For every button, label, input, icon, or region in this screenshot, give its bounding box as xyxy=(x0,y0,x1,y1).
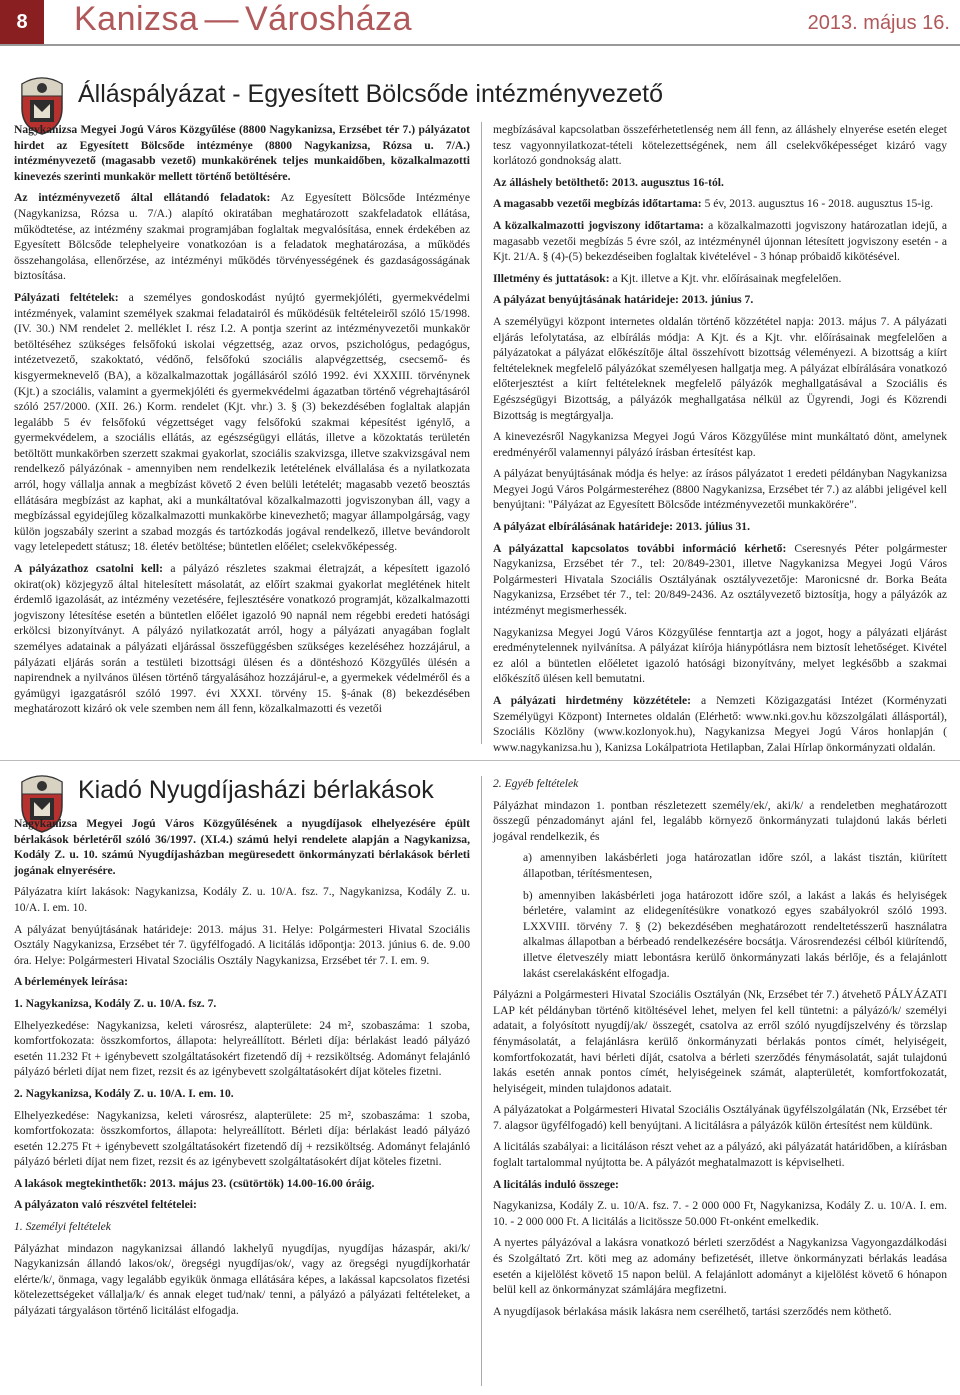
paragraph xyxy=(14,974,470,990)
paragraph xyxy=(493,1102,947,1133)
paragraph-text: a közalkalmazotti jogviszony határozatlan idejű, a magasabb vezetői megbízás 5 évre szól, az intézménynél újonnan létesített jogviszony esetén - a Kjt. 21/A. § (4)-(5) bekezdéseiben foglaltak kivételével - 3 hónap próbaidő kikötésével. xyxy=(493,218,947,264)
paragraph-text: b) amennyiben lakásbérleti joga határozott időre szól, a lakást a lakás és helyiségek bérletére, valamint az elidegenítésükre vonatkozó egyes szabályokról szóló 1993. LXXVIII. törvény 7. § (2) bekezdésében meghatározott rendeltetésszerű használatra alkalmas állapotban a bérbeadó rendelkezésére bocsátja. Városrendezési célból kiürítendő, illetve életveszély miatt lebontásra kerülő önkormányzati lakás bérlője, és a felajánlott lakást cserelakásként elfogadja. xyxy=(523,888,947,980)
bold-lead: A közalkalmazotti jogviszony időtartama: xyxy=(493,218,704,232)
paragraph xyxy=(493,987,947,1096)
bold-lead: A bérlemények leírása: xyxy=(14,975,128,989)
paragraph-text: A pályázat benyújtásának határideje: 2013. május 31. Helye: Polgármesteri Hivatal Szociális Osztály Nagykanizsa, Erzsébet tér 7. ügyfélfogadó. A licitálás időpontja: 2013. június 6. de. 9.00 óra. Helye: Polgármesteri Hivatal Szociális Osztály Nagykanizsa, Erzsébet tér 7. I. em. 9. xyxy=(14,922,470,967)
paragraph-text: Elhelyezkedése: Nagykanizsa, keleti városrész, alapterülete: 24 m², szobaszáma: 1 szoba, komfortfokozata: összkomfortos, állapota: helyreállított. Bérleti díja: bérlakást leadó pályázó esetén 11.232 Ft + igénybevett szolgáltatásokért fizetendő díj + rezsiköltség. Adományt felajánló pályázó bérleti díjat nem fizet, rezsit és az igénybevett szolgáltatásokért díjat köteles fizetni. xyxy=(14,1018,470,1079)
paragraph xyxy=(14,1241,470,1319)
masthead-brand: Kanizsa xyxy=(74,0,199,38)
paragraph xyxy=(493,625,947,687)
paragraph xyxy=(493,850,947,881)
bold-lead: A pályázati hirdetmény közzététele: xyxy=(493,694,692,707)
bold-lead: A pályázat elbírálásának határideje: 2013. július 31. xyxy=(493,520,751,534)
article1-right-column xyxy=(493,122,947,761)
issue-date: 2013. május 16. xyxy=(807,12,950,34)
paragraph xyxy=(14,922,470,969)
paragraph xyxy=(14,561,470,717)
bold-lead: Illetmény és juttatások: xyxy=(493,271,610,285)
paragraph xyxy=(493,1139,947,1170)
bold-lead: A pályázaton való részvétel feltételei: xyxy=(14,1198,197,1212)
paragraph xyxy=(493,1304,947,1320)
paragraph xyxy=(14,290,470,555)
article2-left-column xyxy=(14,816,470,1325)
paragraph xyxy=(14,1197,470,1213)
paragraph-text: Nagykanizsa, Kodály Z. u. 10/A. fsz. 7. - 2 000 000 Ft, Nagykanizsa, Kodály Z. u. 10/A. I. em. 10. - 2 000 000 Ft. A licitálás a licitössze 50.000 Ft-onként emelkedik. xyxy=(493,1199,947,1228)
paragraph xyxy=(493,292,947,308)
paragraph xyxy=(14,884,470,915)
paragraph xyxy=(14,1086,470,1102)
paragraph-text: a Nemzeti Közigazgatási Intézet (Korményzati Személyügyi Központ) Internetes oldalán (Elérhető: www.nki.gov.hu közszolgálati állásportál), Szociális Közlöny (www.kozlonyok.hu), Nagykanizsa Megyei Jogú Város honlapján ( www.nagykanizsa.hu ), Kanizsa Lokálpatriota Hetilapban, Zalai Hírlap önkormányzati oldalán. xyxy=(493,694,947,754)
paragraph-text: Nagykanizsa Megyei Jogú Város Közgyűlése fenntartja azt a jogot, hogy a pályázati eljárást eredménytelennek nyilvánítsa. A pályázat kiírója hiánypótlásra nem biztosít lehetőséget. Kivétel ez alól a büntetlen előéletet igazoló hatósági bizonyítvány, melyet legkésőbb a szakmai előkészítő ülésen kell bemutatni. xyxy=(493,625,947,686)
paragraph xyxy=(493,888,947,982)
paragraph-text: Az Egyesített Bölcsőde Intézménye (Nagykanizsa, Rózsa u. 7/A.) alapító okiratában meghatározott szakfeladatok ellátása, működtetése, az intézmény szakmai programjában foglaltak megvalósítása, ennek érdekében az Egyesített Bölcsőde telephelyeire vonatkozóan is a feladatok meghatározása, a működés összehangolása, ellenőrzése, az intézményi működés törvényességének és gazdaságosságának biztosítása. xyxy=(14,191,470,283)
paragraph-text: A nyertes pályázóval a lakásra vonatkozó bérleti szerződést a Nagykanizsa Vagyongazdálkodási és Szolgáltató Zrt. köti meg az adomány befizetését, illetve önkormányzati bérlakás leadása esetén a kijelölést követő 15 napon belül. A felajánlott adományt a kijelölést követő 6 hónapon belül kell az önkormányzat számlájára megfizetni. xyxy=(493,1236,947,1297)
paragraph xyxy=(493,271,947,287)
paragraph-text: A kinevezésről Nagykanizsa Megyei Jogú Város Közgyűlése mint munkáltató dönt, amelynek eredményéről valamennyi pályázó írásban értesítést kap. xyxy=(493,430,947,459)
paragraph xyxy=(14,816,470,878)
paragraph xyxy=(493,218,947,265)
paragraph-text: Elhelyezkedése: Nagykanizsa, keleti városrész, alapterülete: 25 m², szobaszáma: 1 szoba, komfortfokozata: összkomfortos, állapota: helyreállított. Bérleti díja: bérlakást leadó pályázó esetén 12.275 Ft + igénybevett szolgáltatásokért fizetendő díj + rezsiköltség. Adományt felajánló pályázó bérleti díjat nem fizet, rezsit és az igénybevett szolgáltatásokért díjat köteles fizetni. xyxy=(14,1108,470,1169)
bold-lead: Pályázati feltételek: xyxy=(14,290,119,304)
subheading: 2. Egyéb feltételek xyxy=(493,777,579,790)
paragraph-text: megbízásával kapcsolatban összeférhetetlenség nem áll fenn, az álláshely elnyerése esetén eleget tesz vagyonnyilatkozat-tételi kötelezettségének, nem áll cselekvőképességet kizáró vagy korlátozó gondnokság alatt. xyxy=(493,123,947,168)
article1-title: Álláspályázat - Egyesített Bölcsőde intézményvezető xyxy=(78,80,664,108)
paragraph xyxy=(493,175,947,191)
paragraph-text: A személyügyi központ internetes oldalán történő közzététel napja: 2013. május 7. A pályázati eljárás lefolytatása, az elbírálás módja: A Kjt. és a Kjt. vhr. előírásainak megfelelően a pályázatokat a pályázat előkészítője által összehívott bizottság véleményezi. A bizottság a kiírt feltételeknek megfelelő pályázókat személyesen hallgatja meg. A pályázat elbírálására vonatkozó előterjesztést a kiírt feltételeknek megfelelő pályázók meghallgatásával a Szociális és Egészségügyi Bizottság, a pályázók meghallgatása nélkül az Ügyrendi, Jogi és Közrendi Bizottság is megtárgyalja. xyxy=(493,314,947,422)
paragraph-text: Pályázhat mindazon nagykanizsai állandó lakhelyű nyugdíjas, nyugdíjas házaspár, aki/k/ Nagykanizsán állandó lakos/ok/, öregségi nyugdíjas/ok/, vagy az öregségi nyugdíjkorhatár elérte/k/, önmaga, vagy legalább egyikük önmaga ellátására képes, a lakással kapcsolatos fizetési kötelezettségeket vállalja/k/ és annak eleget tud/nak/ tenni, a pályázó a pályázati feltételeket, a pályázati tárgyaláson történő licitálást elfogadja. xyxy=(14,1241,470,1318)
paragraph-text: A nyugdíjasok bérlakása másik lakásra nem cserélhető, tartási szerződés nem köthető. xyxy=(493,1304,892,1318)
paragraph-text: a Kjt. illetve a Kjt. vhr. előírásainak megfelelően. xyxy=(609,271,842,285)
paragraph xyxy=(14,1219,470,1235)
paragraph-text: Pályázatra kiírt lakások: Nagykanizsa, Kodály Z. u. 10/A. fsz. 7., Nagykanizsa, Kodály Z. u. 10/A. I. em. 10. xyxy=(14,885,470,914)
paragraph xyxy=(493,519,947,535)
bold-lead: 1. Nagykanizsa, Kodály Z. u. 10/A. fsz. 7. xyxy=(14,996,217,1010)
paragraph xyxy=(493,1177,947,1193)
masthead-separator: — xyxy=(204,0,239,38)
paragraph xyxy=(493,196,947,212)
section-divider xyxy=(0,760,960,761)
bold-lead: 2. Nagykanizsa, Kodály Z. u. 10/A. I. em. 10. xyxy=(14,1086,234,1100)
paragraph xyxy=(14,1176,470,1192)
paragraph xyxy=(493,466,947,513)
paragraph xyxy=(493,541,947,619)
bold-lead: A pályázat benyújtásának határideje: 2013. június 7. xyxy=(493,293,754,307)
masthead-section: Városháza xyxy=(244,0,413,38)
paragraph-text: a személyes gondoskodást nyújtó gyermekjóléti, gyermekvédelmi intézmények, valamint személyek szakmai feladatairól és működésük feltételeiről szóló 15/1998. (IV. 30.) NM rendelet 2. melléklet I. rész I.2. A pontja szerint az intézményvezetői munkakör betöltéséhez szükséges felsőfokú iskolai végzettség, azaz orvos, pszichológus, pedagógus, intézetvezető, szakoktató, védőnő, felsőfokú szociális alapvégzettség, csecsemő- és kisgyermeknevelő (BA), a közalkalmazottak jogállásáról szóló 1992. évi XXXIII. törvénynek (Kjt.) a szociális, valamint a gyermekjóléti és gyermekvédelmi ágazatban történő végrehajtásáról szóló 257/2000. (XII. 26.) Korm. rendelet (Kjt. vhr.) 3. § (3) bekezdésében foglaltak alapján legalább 5 év felsőfokú végzettséget vagy felsőfokú szakmai képesítést igénylő, a gyermekvédelem, a szociális ellátás, az egészségügyi ellátás, illetve a közoktatás területén betöltött munkakörben szerzett szakmai gyakorlat, szociális szakvizsga, illetve szakvizsgával nem rendelkező pályázónak - amennyiben nem rendelkezik letételének elvállalása és a nyilatkozata arról, hogy vállalja annak a megbízást követő 2 éven belüli letételét; magasabb vezető beosztás ellátására megbízást az kaphat, aki a munkáltatóval közalkalmazotti jogviszonyban áll, vagy a megbízással egyidejűleg közalkalmazotti munkakörbe kinevezhető; magyar állampolgárság, vagy külön jogszabály szerint a szabad mozgás és tartózkodás jogával rendelkező, illetve bevándorolt vagy letelepedett státusz; 18. életév betöltése; büntetlen előélet; cselekvőképesség. xyxy=(14,290,470,554)
article2-title: Kiadó Nyugdíjasházi bérlakások xyxy=(78,776,434,804)
header-rule xyxy=(0,44,960,46)
paragraph xyxy=(493,1235,947,1297)
paragraph xyxy=(493,314,947,423)
bold-lead: A licitálás induló összege: xyxy=(493,1177,619,1191)
paragraph xyxy=(493,776,947,792)
column-divider xyxy=(481,122,482,744)
paragraph xyxy=(493,798,947,845)
bold-lead: Nagykanizsa Megyei Jogú Város Közgyűlésének a nyugdíjasok elhelyezésére épült bérlakások bérletéről szóló 36/1997. (XI.4.) számú helyi rendelete alapján a Nagykanizsa, Kodály Z. u. 10. számú Nyugdíjasházban megüresedett önkormányzati bérlakások bérleti jogának elnyerésére. xyxy=(14,817,470,877)
article2-right-column xyxy=(493,776,947,1325)
bold-lead: Az álláshely betölthető: 2013. augusztus 16-tól. xyxy=(493,175,724,189)
paragraph xyxy=(493,429,947,460)
paragraph xyxy=(14,1018,470,1080)
paragraph-text: A pályázat benyújtásának módja és helye: az írásos pályázatot 1 eredeti példányban Nagykanizsa Megyei Jogú Város Polgármesteréhez (8800 Nagykanizsa, Erzsébet tér 7.) az alábbi jeligével kell benyújtani: "Pályázat az Egyesített Bölcsőde intézményvezetői munkakörére". xyxy=(493,467,947,512)
paragraph-text: 5 év, 2013. augusztus 16 - 2018. augusztus 15-ig. xyxy=(701,197,934,211)
paragraph xyxy=(493,1198,947,1229)
paragraph xyxy=(14,122,470,184)
paragraph xyxy=(14,190,470,284)
bold-lead: Az intézményvezető által ellátandó feladatok: xyxy=(14,191,271,205)
bold-lead: A magasabb vezetői megbízás időtartama: xyxy=(493,197,702,211)
masthead xyxy=(74,0,412,39)
paragraph-text: Pályázni a Polgármesteri Hivatal Szociális Osztályán (Nk, Erzsébet tér 7.) átvehető PÁLYÁZATI LAP két példányban történő kitöltésével lehet, melyen fel kell tüntetni: a pályázó/k/ személyi adatait, a folyósított nyugdíj/ak/ összegét, csatolva az erről szóló nyugdíjszelvény és törzslap fénymásolatát, a felajánlásra kerülő önkormányzati bérlakás pontos címét, helyiségeit, komfortfokozatát, havi bérleti díját, csatolva a bérleti szerződés fénymásolatát, saját tulajdonú lakás esetén annak pontos címét, helyiségeinek számát, alapterületét, komfortfokozatát, helyiségeit, minden tulajdonos adatait. xyxy=(493,988,947,1095)
paragraph-text: Cseresnyés Péter polgármester Nagykanizsa, Erzsébet tér 7., tel: 20/849-2301, illetve Nagykanizsa Megyei Jogú Város Polgármesteri Hivatala Szociális Osztályának osztályvezetője: Maronicsné dr. Borka Beáta Nagykanizsa, Erzsébet tér 7., tel: 20/849-2436. Az osztályvezető biztosítja, hogy a pályázók az intézményt megismerhessék. xyxy=(493,541,947,618)
paragraph-text: Pályázhat mindazon 1. pontban részletezett személy/ek/, aki/k/ a rendeletben meghatározott összegű pénzadományt ajánl fel, legalább környező önkormányzati tulajdonú lakás bérleti jogával rendelkezik, és xyxy=(493,798,947,843)
article1-left-column xyxy=(14,122,470,723)
bold-lead: Nagykanizsa Megyei Jogú Város Közgyűlése (8800 Nagykanizsa, Erzsébet tér 7.) pályázatot hirdet az Egyesített Bölcsőde intézménye (8800 Nagykanizsa, Rózsa u. 7/A.) intézményvezető (magasabb vezető) munkakörének teljes munkaidőben, közalkalmazotti kinevezés szerinti munkakör mellett történő betöltésére. xyxy=(14,123,470,183)
column-divider xyxy=(481,776,482,1386)
paragraph xyxy=(14,996,470,1012)
page-number: 8 xyxy=(0,0,44,44)
paragraph xyxy=(493,122,947,169)
subheading: 1. Személyi feltételek xyxy=(14,1220,111,1234)
paragraph-text: A pályázatokat a Polgármesteri Hivatal Szociális Osztályának ügyfélszolgálatán (Nk, Erzsébet tér 7. alagsor ügyfélfogadó) kell benyújtani. A licitálásra a pályázók külön értesítést nem küldünk. xyxy=(493,1103,947,1132)
paragraph xyxy=(14,1108,470,1170)
paragraph-text: a pályázó részletes szakmai életrajzát, a képesített igazoló okirat(ok) közjegyző által hitelesített másolatát, az előírt szakmai gyakorlat meglétének hitelt érdemlő igazolását, az intézmény vezetésére, fejlesztésére vonatkozó programját, közalkalmazotti jogviszony létesítése esetén a büntetlen előélet igazoló 90 napnál nem régebbi eredeti hatósági erkölcsi bizonyítványt. A pályázó nyilatkozatát arról, hogy a pályázati anyagában foglalt személyes adatainak a pályázati eljárással összefüggésben szükséges kezeléséhez hozzájárul, a pályázati eljárás során a testületi bizottsági ülésen és a döntéshozó Közgyűlés ülésén a napirendnek a nyilvános ülésen történő tárgyalásához hozzájárul-e, a gyermekek védelméről és a gyámügyi igazgatásról szóló 1997. évi XXXI. törvény 15. §-ának (8) bekezdésében meghatározott kizáró ok vele szemben nem áll fenn, közalkalmazotti és vezetői xyxy=(14,562,470,716)
bold-lead: A pályázattal kapcsolatos további információ kérhető: xyxy=(493,541,787,555)
paragraph-text: a) amennyiben lakásbérleti joga határozatlan időre szól, a lakást tisztán, kiürített állapotban, térítésmentesen, xyxy=(523,851,947,880)
bold-lead: A pályázathoz csatolni kell: xyxy=(14,562,163,576)
paragraph xyxy=(493,693,947,755)
bold-lead: A lakások megtekinthetők: 2013. május 23. (csütörtök) 14.00-16.00 óráig. xyxy=(14,1176,375,1190)
paragraph-text: A licitálás szabályai: a licitáláson részt vehet az a pályázó, aki pályázatát határidőben, a kiírásban foglalt tartalommal nyújtotta be. A pályázót meghatalmazott is képviselheti. xyxy=(493,1140,947,1170)
